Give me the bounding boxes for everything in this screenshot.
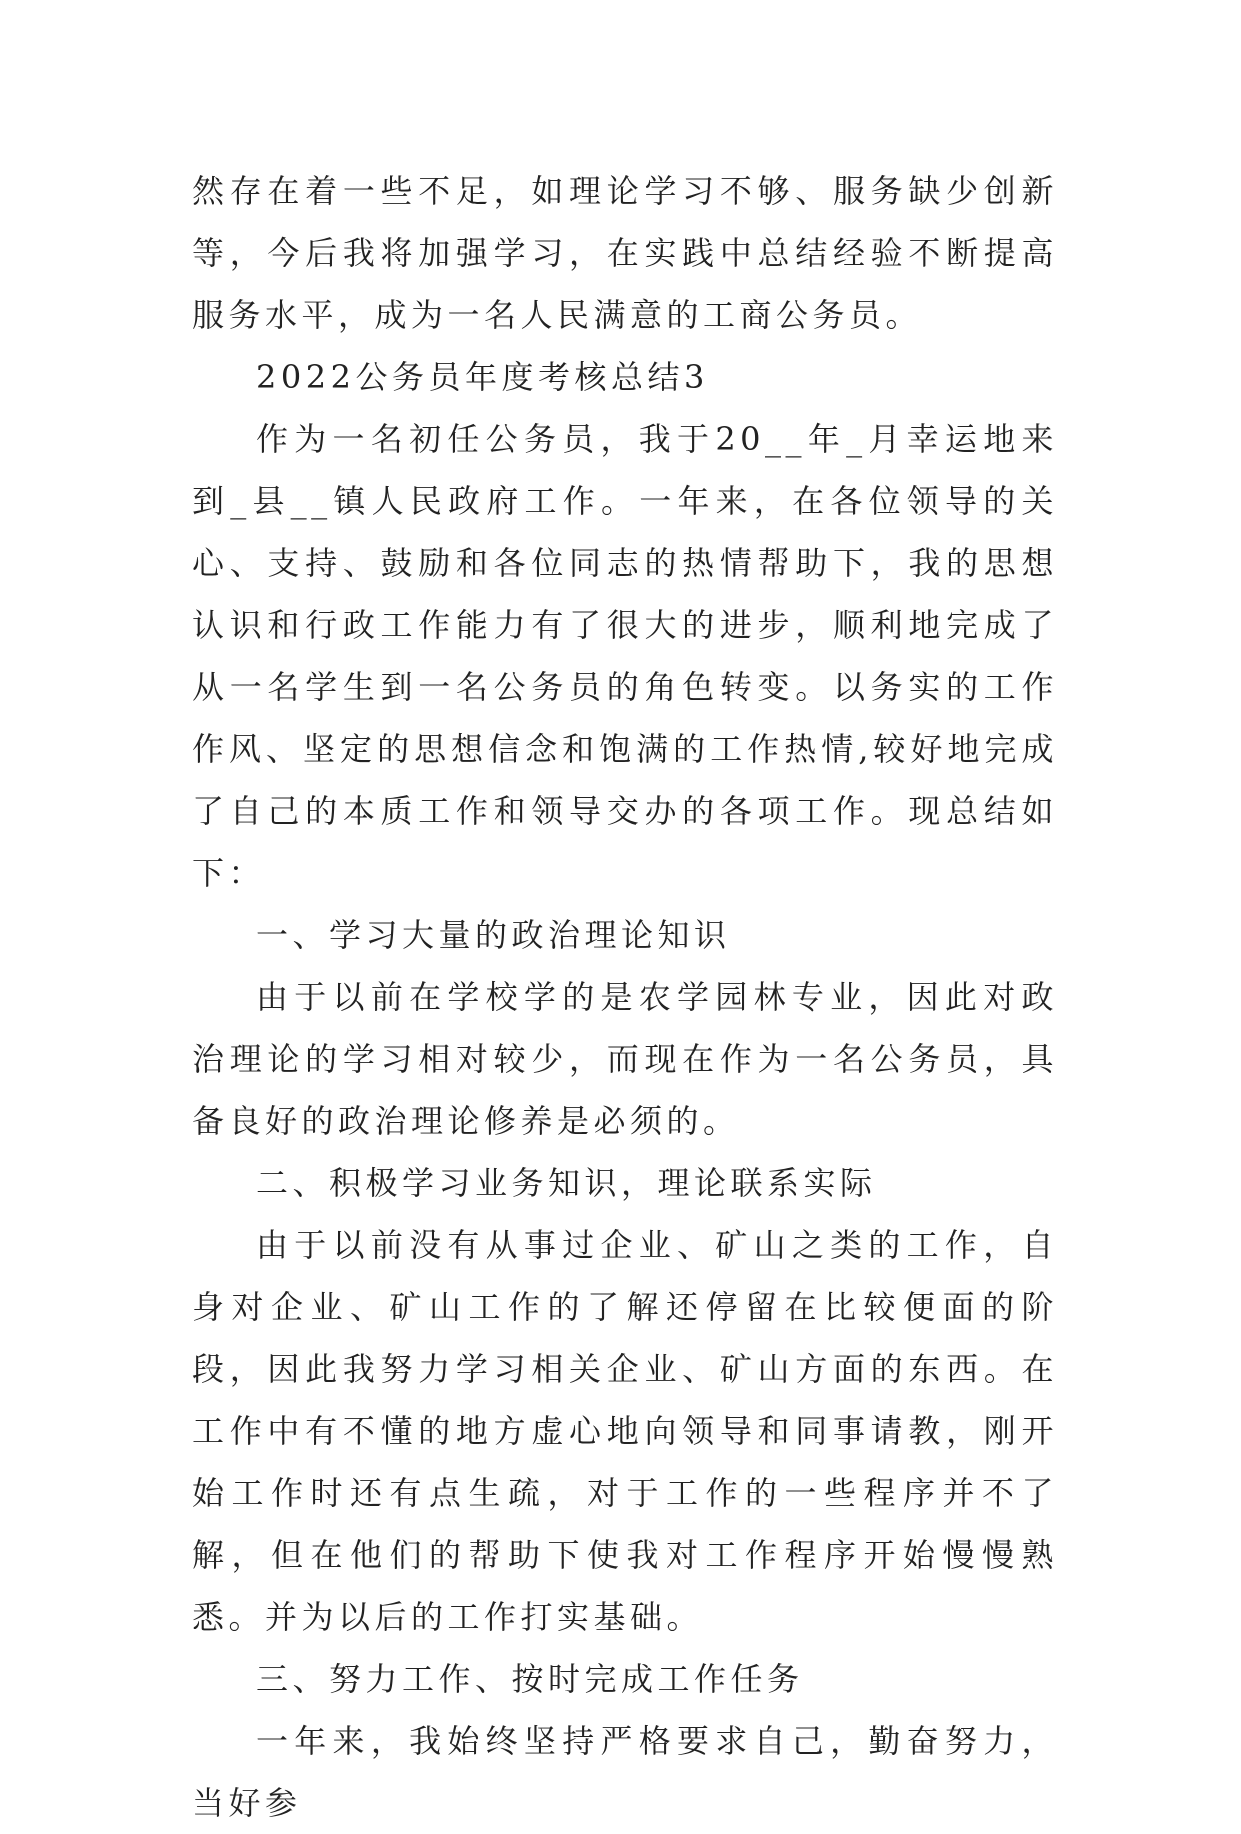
heading-1: 一、学习大量的政治理论知识 [256,916,731,954]
heading-3: 三、努力工作、按时完成工作任务 [256,1660,804,1698]
heading-2: 二、积极学习业务知识，理论联系实际 [256,1164,877,1202]
paragraph-continuation: 然存在着一些不足，如理论学习不够、服务缺少创新等，今后我将加强学习，在实践中总结经验不断提高服务水平，成为一名人民满意的工商公务员。 [192,172,1058,334]
section-title: 2022公务员年度考核总结3 [256,358,709,396]
paragraph-2: 由于以前没有从事过企业、矿山之类的工作，自身对企业、矿山工作的了解还停留在比较便面的阶段，因此我努力学习相关企业、矿山方面的东西。在工作中有不懂的地方虚心地向领导和同事请教，刚开始工作时还有点生疏，对于工作的一些程序并不了解，但在他们的帮助下使我对工作程序开始慢慢熟悉。并为以后的工作打实基础。 [192,1226,1058,1636]
document-body [192,160,1058,1834]
paragraph-1: 由于以前在学校学的是农学园林专业，因此对政治理论的学习相对较少，而现在作为一名公务员，具备良好的政治理论修养是必须的。 [192,978,1058,1140]
paragraph-intro: 作为一名初任公务员，我于20__年_月幸运地来到_县__镇人民政府工作。一年来，在各位领导的关心、支持、鼓励和各位同志的热情帮助下，我的思想认识和行政工作能力有了很大的进步，顺利地完成了从一名学生到一名公务员的角色转变。以务实的工作作风、坚定的思想信念和饱满的工作热情,较好地完成了自己的本质工作和领导交办的各项工作。现总结如下： [192,420,1058,892]
paragraph-3: 一年来，我始终坚持严格要求自己，勤奋努力，当好参 [192,1722,1058,1822]
